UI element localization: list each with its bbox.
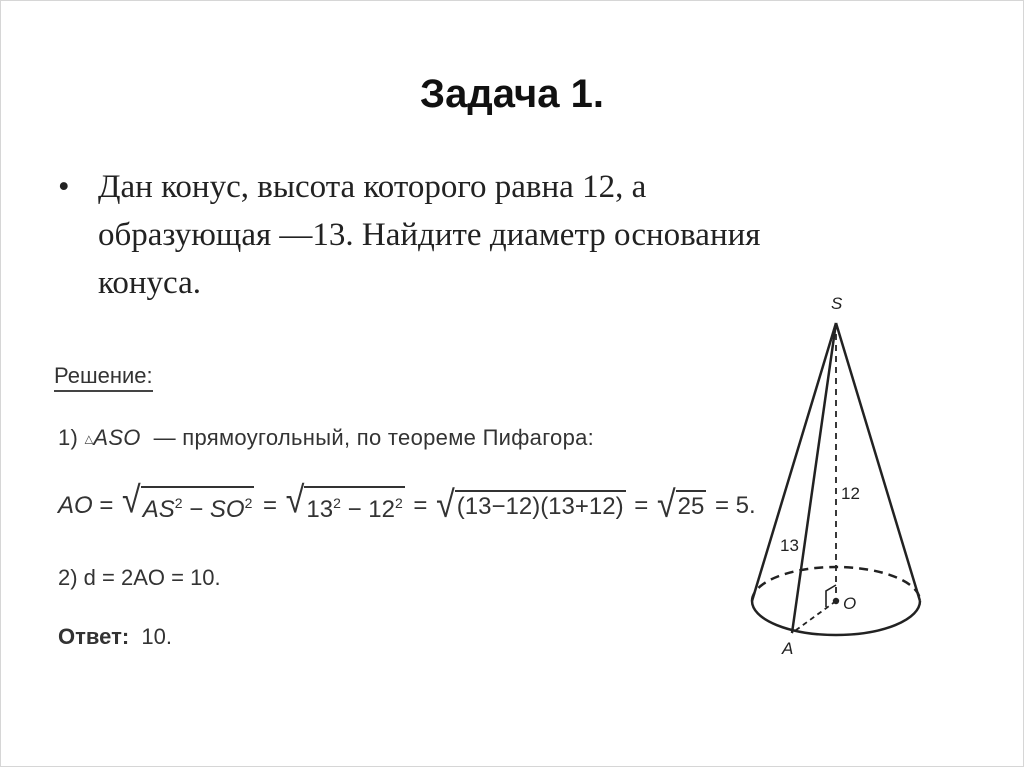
radical-4 bbox=[656, 483, 706, 526]
pythagoras-formula: AO = √ $AS^2 - SO^2$ = √ $13^2 - 12^2$ = √ (13−12)(13+12) = √ 25 = 5. bbox=[58, 479, 756, 526]
cone-diagram bbox=[740, 285, 940, 665]
sqrt-icon: √ bbox=[656, 483, 676, 526]
apex-label: S bbox=[831, 294, 843, 313]
problem-line-1: Дан конус, высота которого равна 12, а bbox=[98, 169, 647, 205]
answer-line bbox=[58, 624, 172, 650]
cone-right-side bbox=[836, 323, 920, 601]
radical-2-term-b: 12 bbox=[368, 496, 395, 523]
radical-1-term-b: SO bbox=[209, 496, 245, 523]
center-label: O bbox=[843, 594, 857, 613]
solution-header: Решение: bbox=[54, 363, 153, 392]
step-1-number: 1) bbox=[58, 425, 79, 450]
height-value-label: 12 bbox=[841, 484, 860, 503]
answer-value: 10. bbox=[141, 624, 172, 649]
cone-left-side bbox=[752, 323, 836, 601]
solution-step-1 bbox=[58, 425, 594, 451]
radius-line bbox=[792, 601, 836, 633]
slant-height-line bbox=[792, 323, 836, 633]
radical-2-term-a: 13 bbox=[306, 496, 334, 523]
radical-4-term: 25 bbox=[676, 490, 707, 522]
problem-line-2: образующая —13. Найдите диаметр основания bbox=[98, 217, 761, 253]
step-1-triangle: ASO bbox=[93, 425, 141, 450]
base-back-arc bbox=[752, 567, 920, 601]
base-point-label: A bbox=[782, 639, 794, 658]
formula-result: 5. bbox=[735, 491, 756, 519]
center-point bbox=[833, 598, 839, 604]
bullet-marker: • bbox=[58, 169, 70, 205]
problem-line-3: конуса. bbox=[98, 265, 201, 301]
sqrt-icon: √ bbox=[122, 479, 141, 522]
triangle-icon: △ bbox=[84, 433, 94, 446]
answer-label: Ответ: bbox=[58, 624, 130, 649]
sqrt-icon: √ bbox=[436, 483, 455, 526]
radical-1: √ $AS^2 - SO^2$ bbox=[122, 486, 254, 525]
base-front-arc bbox=[752, 601, 920, 635]
step-1-text: — прямоугольный, по теореме Пифагора: bbox=[153, 425, 595, 450]
radical-2: √ $13^2 - 12^2$ bbox=[286, 486, 405, 525]
radical-1-term-a: AS bbox=[142, 496, 175, 523]
slant-value-label: 13 bbox=[780, 536, 799, 555]
formula-lhs: AO bbox=[58, 491, 93, 519]
radical-3 bbox=[436, 483, 625, 526]
slide-title: Задача 1. bbox=[420, 72, 604, 116]
sqrt-icon: √ bbox=[285, 479, 305, 522]
radical-3-term: (13−12)(13+12) bbox=[455, 490, 626, 522]
solution-step-2: 2) d = 2AO = 10. bbox=[58, 565, 221, 590]
